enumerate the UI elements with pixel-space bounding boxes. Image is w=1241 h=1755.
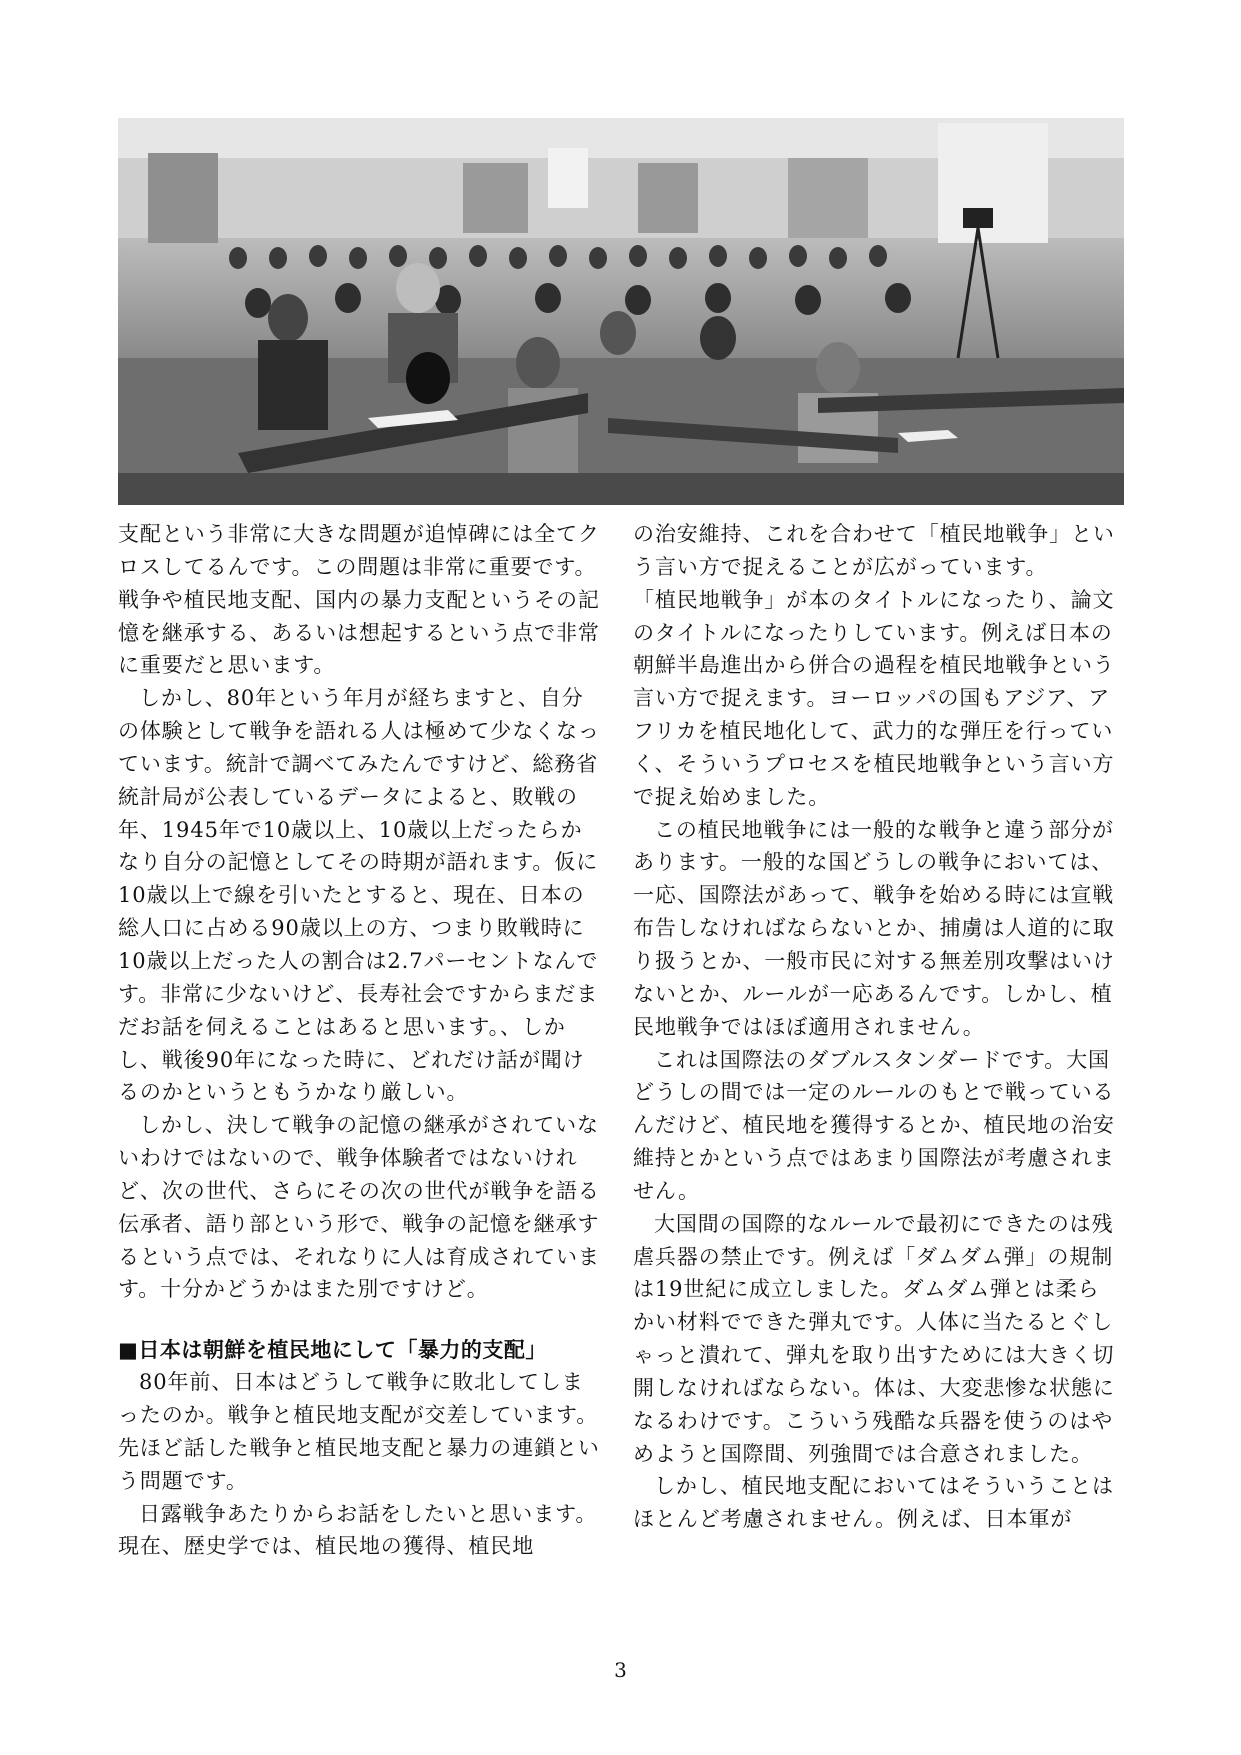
paragraph: この植民地戦争には一般的な戦争と違う部分があります。一般的な国どうしの戦争においては、一応、国際法があって、戦争を始める時には宣戦布告しなければならないとか、捕虜は人道的に取り扱うとか、一般市民に対する無差別攻撃はいけないとか、ルールが一応あるんです。しかし、植民地戦争ではほぼ適用されません。 bbox=[633, 817, 1115, 1039]
audience-photo-drawing bbox=[118, 118, 1124, 505]
paragraph: 80年前、日本はどうして戦争に敗北してしまったのか。戦争と植民地支配が交差しています。先ほど話した戦争と植民地支配と暴力の連鎖という問題です。 bbox=[118, 1370, 600, 1493]
paragraph: しかし、植民地支配においてはそういうことはほとんど考慮されません。例えば、日本軍が bbox=[633, 1474, 1114, 1532]
paragraph: 支配という非常に大きな問題が追悼碑には全てクロスしてるんです。この問題は非常に重要です。戦争や植民地支配、国内の暴力支配というその記憶を継承する、あるいは想起するという点で非常に重要だと思います。 bbox=[118, 522, 600, 678]
paragraph: 大国間の国際的なルールで最初にできたのは残虐兵器の禁止です。例えば「ダムダム弾」の規制は19世紀に成立しました。ダムダム弾とは柔らかい材料でできた弾丸です。人体に当たるとぐしゃっと潰れて、弾丸を取り出すためには大きく切開しなければならない。体は、大変悲惨な状態になるわけです。こういう残酷な兵器を使うのはやめようと国際間、列強間では合意されました。 bbox=[633, 1211, 1115, 1466]
paragraph: しかし、80年という年月が経ちますと、自分の体験として戦争を語れる人は極めて少なくなっています。統計で調べてみたんですけど、総務省統計局が公表しているデータによると、敗戦の年、1945年で10歳以上、10歳以上だったらかなり自分の記憶としてその時期が語れます。仮に10歳以上で線を引いたとすると、現在、日本の総人口に占める90歳以上の方、つまり敗戦時に10歳以上だった人の割合は2.7パーセントなんです。非常に少ないけど、長寿社会ですからまだまだお話を伺えることはあると思います。、しかし、戦後90年になった時に、どれだけ話が聞けるのかというともうかなり厳しい。 bbox=[118, 686, 600, 1105]
paragraph: 日露戦争あたりからお話をしたいと思います。現在、歴史学では、植民地の獲得、植民地 bbox=[118, 1501, 598, 1559]
right-column bbox=[633, 518, 1115, 1536]
paragraph: これは国際法のダブルスタンダードです。大国どうしの間では一定のルールのもとで戦っているんだけど、植民地を獲得するとか、植民地の治安維持とかという点ではあまり国際法が考慮されません。 bbox=[633, 1047, 1115, 1203]
paragraph: の治安維持、これを合わせて「植民地戦争」という言い方で捉えることが広がっています。 bbox=[633, 522, 1115, 579]
page-number: 3 bbox=[614, 1658, 627, 1682]
paragraph: 「植民地戦争」が本のタイトルになったり、論文のタイトルになったりしています。例えば日本の朝鮮半島進出から併合の過程を植民地戦争という言い方で捉えます。ヨーロッパの国もアジア、アフリカを植民地化して、武力的な弾圧を行っていく、そういうプロセスを植民地戦争という言い方で捉え始めました。 bbox=[633, 587, 1115, 809]
audience-photo bbox=[118, 118, 1124, 505]
section-heading: ■日本は朝鮮を植民地にして「暴力的支配」 bbox=[118, 1338, 547, 1363]
left-column bbox=[118, 518, 600, 1563]
paragraph: しかし、決して戦争の記憶の継承がされていないわけではないので、戦争体験者ではないけれど、次の世代、さらにその次の世代が戦争を語る伝承者、語り部という形で、戦争の記憶を継承するという点では、それなりに人は育成されています。十分かどうかはまた別ですけど。 bbox=[118, 1113, 600, 1302]
